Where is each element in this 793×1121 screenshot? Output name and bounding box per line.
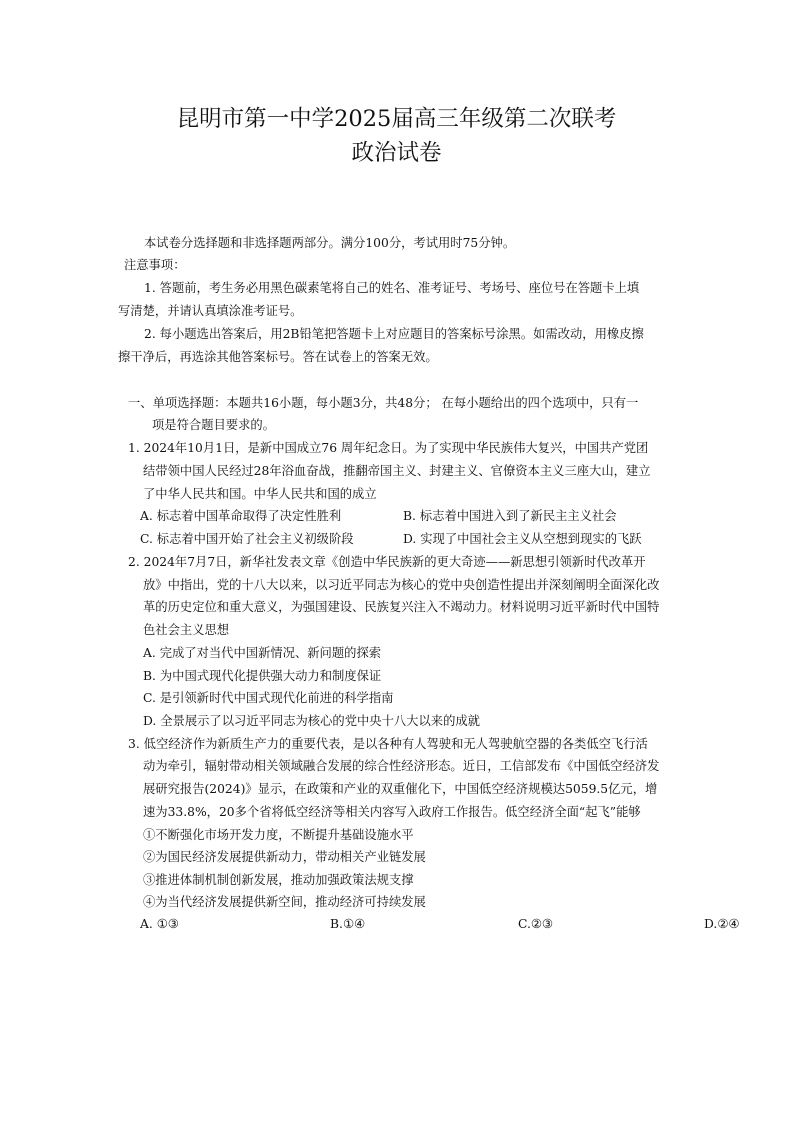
page-subtitle: 政治试卷 (351, 140, 442, 166)
q3-option-c: C.②③ (518, 917, 553, 931)
q3-option-b: B.①④ (330, 917, 365, 931)
q2-stem-line: 革的历史定位和重大意义，为强国建设、民族复兴注入不竭动力。材料说明习近平新时代中国特 (143, 600, 660, 614)
q3-item: ①不断强化市场开发力度，不断提升基础设施水平 (143, 828, 414, 842)
notice-line: 2. 每小题选出答案后，用2B铅笔把答题卡上对应题目的答案标号涂黑。如需改动，用橡皮擦 (144, 327, 644, 341)
q1-option-a: A. 标志着中国革命取得了决定性胜利 (140, 509, 342, 523)
page-title: 昆明市第一中学2025届高三年级第二次联考 (176, 106, 617, 132)
q1-option-b: B. 标志着中国进入到了新民主主义社会 (403, 509, 617, 523)
q1-option-c: C. 标志着中国开始了社会主义初级阶段 (140, 532, 354, 546)
q1-stem-line: 1. 2024年10月1日，是新中国成立76 周年纪念日。为了实现中华民族伟大复兴，中国共产党团 (128, 441, 649, 455)
q2-option-c: C. 是引领新时代中国式现代化前进的科学指南 (143, 691, 394, 705)
notice-line: 1. 答题前，考生务必用黑色碳素笔将自己的姓名、准考证号、考场号、座位号在答题卡上填 (144, 281, 640, 295)
q3-stem-line: 速为33.8%，20多个省将低空经济等相关内容写入政府工作报告。低空经济全面“起飞”能够 (143, 805, 641, 819)
q2-option-d: D. 全景展示了以习近平同志为核心的党中央十八大以来的成就 (143, 714, 480, 728)
q3-stem-line: 展研究报告(2024)》显示，在政策和产业的双重催化下，中国低空经济规模达5059.5亿元，增 (143, 782, 658, 796)
notice-heading: 注意事项： (124, 258, 186, 272)
intro-text: 本试卷分选择题和非选择题两部分。满分100分，考试用时75分钟。 (144, 236, 516, 250)
q3-option-d: D.②④ (704, 917, 740, 931)
q3-stem-line: 动为牵引，辐射带动相关领域融合发展的综合性经济形态。近日，工信部发布《中国低空经济发 (143, 759, 660, 773)
notice-line: 擦干净后，再选涂其他答案标号。答在试卷上的答案无效。 (118, 350, 438, 364)
notice-line: 写清楚，并请认真填涂准考证号。 (118, 304, 303, 318)
q2-stem-line: 色社会主义思想 (143, 623, 230, 637)
q1-stem-line: 结带领中国人民经过28年浴血奋战，推翻帝国主义、封建主义、官僚资本主义三座大山，建立 (143, 464, 651, 478)
q3-option-a: A. ①③ (140, 917, 179, 931)
section-heading-cont: 项是符合题目要求的。 (152, 418, 275, 432)
q1-stem-line: 了中华人民共和国。中华人民共和国的成立 (143, 487, 377, 501)
q3-item: ②为国民经济发展提供新动力，带动相关产业链发展 (143, 850, 426, 864)
q3-item: ④为当代经济发展提供新空间，推动经济可持续发展 (143, 895, 426, 909)
q2-stem-line: 2. 2024年7月7日，新华社发表文章《创造中华民族新的更大奇迹——新思想引领新时代改革开 (128, 555, 646, 569)
q2-option-a: A. 完成了对当代中国新情况、新问题的探索 (143, 646, 382, 660)
q3-stem-line: 3. 低空经济作为新质生产力的重要代表，是以各种有人驾驶和无人驾驶航空器的各类低空飞行活 (128, 737, 648, 751)
q3-item: ③推进体制机制创新发展，推动加强政策法规支撑 (143, 873, 414, 887)
q1-option-d: D. 实现了中国社会主义从空想到现实的飞跃 (403, 532, 642, 546)
q3-options (140, 916, 746, 932)
q2-stem-line: 放》中指出，党的十八大以来，以习近平同志为核心的党中央创造性提出并深刻阐明全面深化改 (143, 578, 660, 592)
q2-option-b: B. 为中国式现代化提供强大动力和制度保证 (143, 669, 382, 683)
section-heading: 一、单项选择题：本题共16小题，每小题3分，共48分； 在每小题给出的四个选项中，只有一 (128, 396, 639, 410)
